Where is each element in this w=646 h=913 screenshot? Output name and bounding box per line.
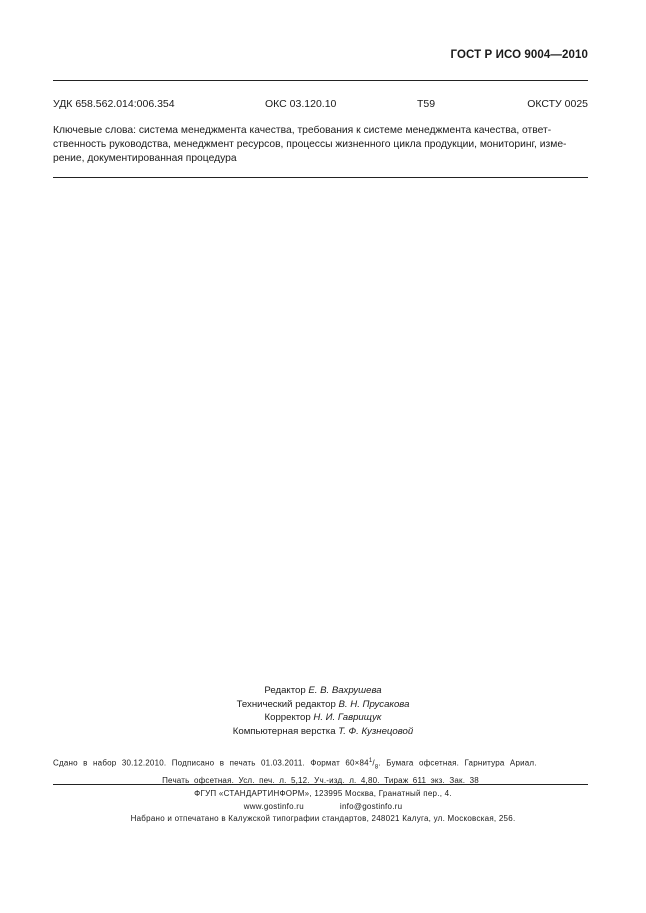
- header-divider: [53, 80, 588, 81]
- publication-text: . Бумага офсетная. Гарнитура Ариал.: [378, 758, 537, 768]
- credit-tech-editor: [0, 698, 646, 712]
- keywords-paragraph: [53, 124, 588, 166]
- credit-name: Н. И. Гаврищук: [313, 712, 382, 723]
- website-link[interactable]: www.gostinfo.ru: [243, 801, 304, 811]
- credit-editor: [0, 684, 646, 698]
- credit-name: В. Н. Прусакова: [338, 698, 410, 710]
- publication-text: Сдано в набор 30.12.2010. Подписано в печать 01.03.2011. Формат 60×84: [53, 758, 369, 768]
- credit-role: Редактор: [264, 685, 306, 696]
- publisher-address: ФГУП «СТАНДАРТИНФОРМ», 123995 Москва, Гранатный пер., 4.: [194, 789, 452, 798]
- udk-code: УДК 658.562.014:006.354: [53, 98, 175, 110]
- credit-role: Компьютерная верстка: [232, 725, 336, 737]
- credit-role: Технический редактор: [236, 698, 336, 710]
- keywords-divider: [53, 177, 588, 178]
- email-link[interactable]: info@gostinfo.ru: [339, 801, 403, 811]
- credits-block: [0, 684, 646, 738]
- keywords-line: Ключевые слова: система менеджмента качества, требования к системе менеджмента качества, ответ-: [53, 125, 552, 136]
- printer-info: Набрано и отпечатано в Калужской типографии стандартов, 248021 Калуга, ул. Московская, 256.: [130, 814, 516, 823]
- footer-divider: [53, 784, 588, 785]
- format-numerator: 1: [368, 758, 373, 764]
- standard-code: ГОСТ Р ИСО 9004—2010: [450, 49, 588, 61]
- classification-row: [53, 98, 588, 112]
- credit-name: Т. Ф. Кузнецовой: [338, 725, 414, 737]
- publication-line-2: Печать офсетная. Усл. печ. л. 5,12. Уч.-изд. л. 4,80. Тираж 611 экз. Зак. 38: [162, 776, 479, 786]
- okstu-code: ОКСТУ 0025: [527, 98, 588, 110]
- publication-line-1: Сдано в набор 30.12.2010. Подписано в печать 01.03.2011. Формат $60\times 84^1/_8$. Бумага офсетная. Гарнитура Ариал.: [53, 758, 537, 771]
- publisher-footer: [0, 788, 646, 826]
- t-code: T59: [417, 98, 436, 110]
- credit-corrector: [0, 711, 646, 725]
- keywords-line: рение, документированная процедура: [53, 153, 237, 164]
- credit-name: Е. В. Вахрушева: [308, 685, 382, 696]
- publication-info: [53, 755, 588, 787]
- keywords-line: ственность руководства, менеджмент ресурсов, процессы жизненного цикла продукции, мониторинг, изме-: [53, 139, 567, 150]
- format-denominator: 8: [374, 764, 379, 771]
- credit-role: Корректор: [264, 712, 311, 723]
- credit-layout: [0, 725, 646, 739]
- oks-code: ОКС 03.120.10: [265, 98, 337, 110]
- publisher-contacts: [0, 801, 646, 814]
